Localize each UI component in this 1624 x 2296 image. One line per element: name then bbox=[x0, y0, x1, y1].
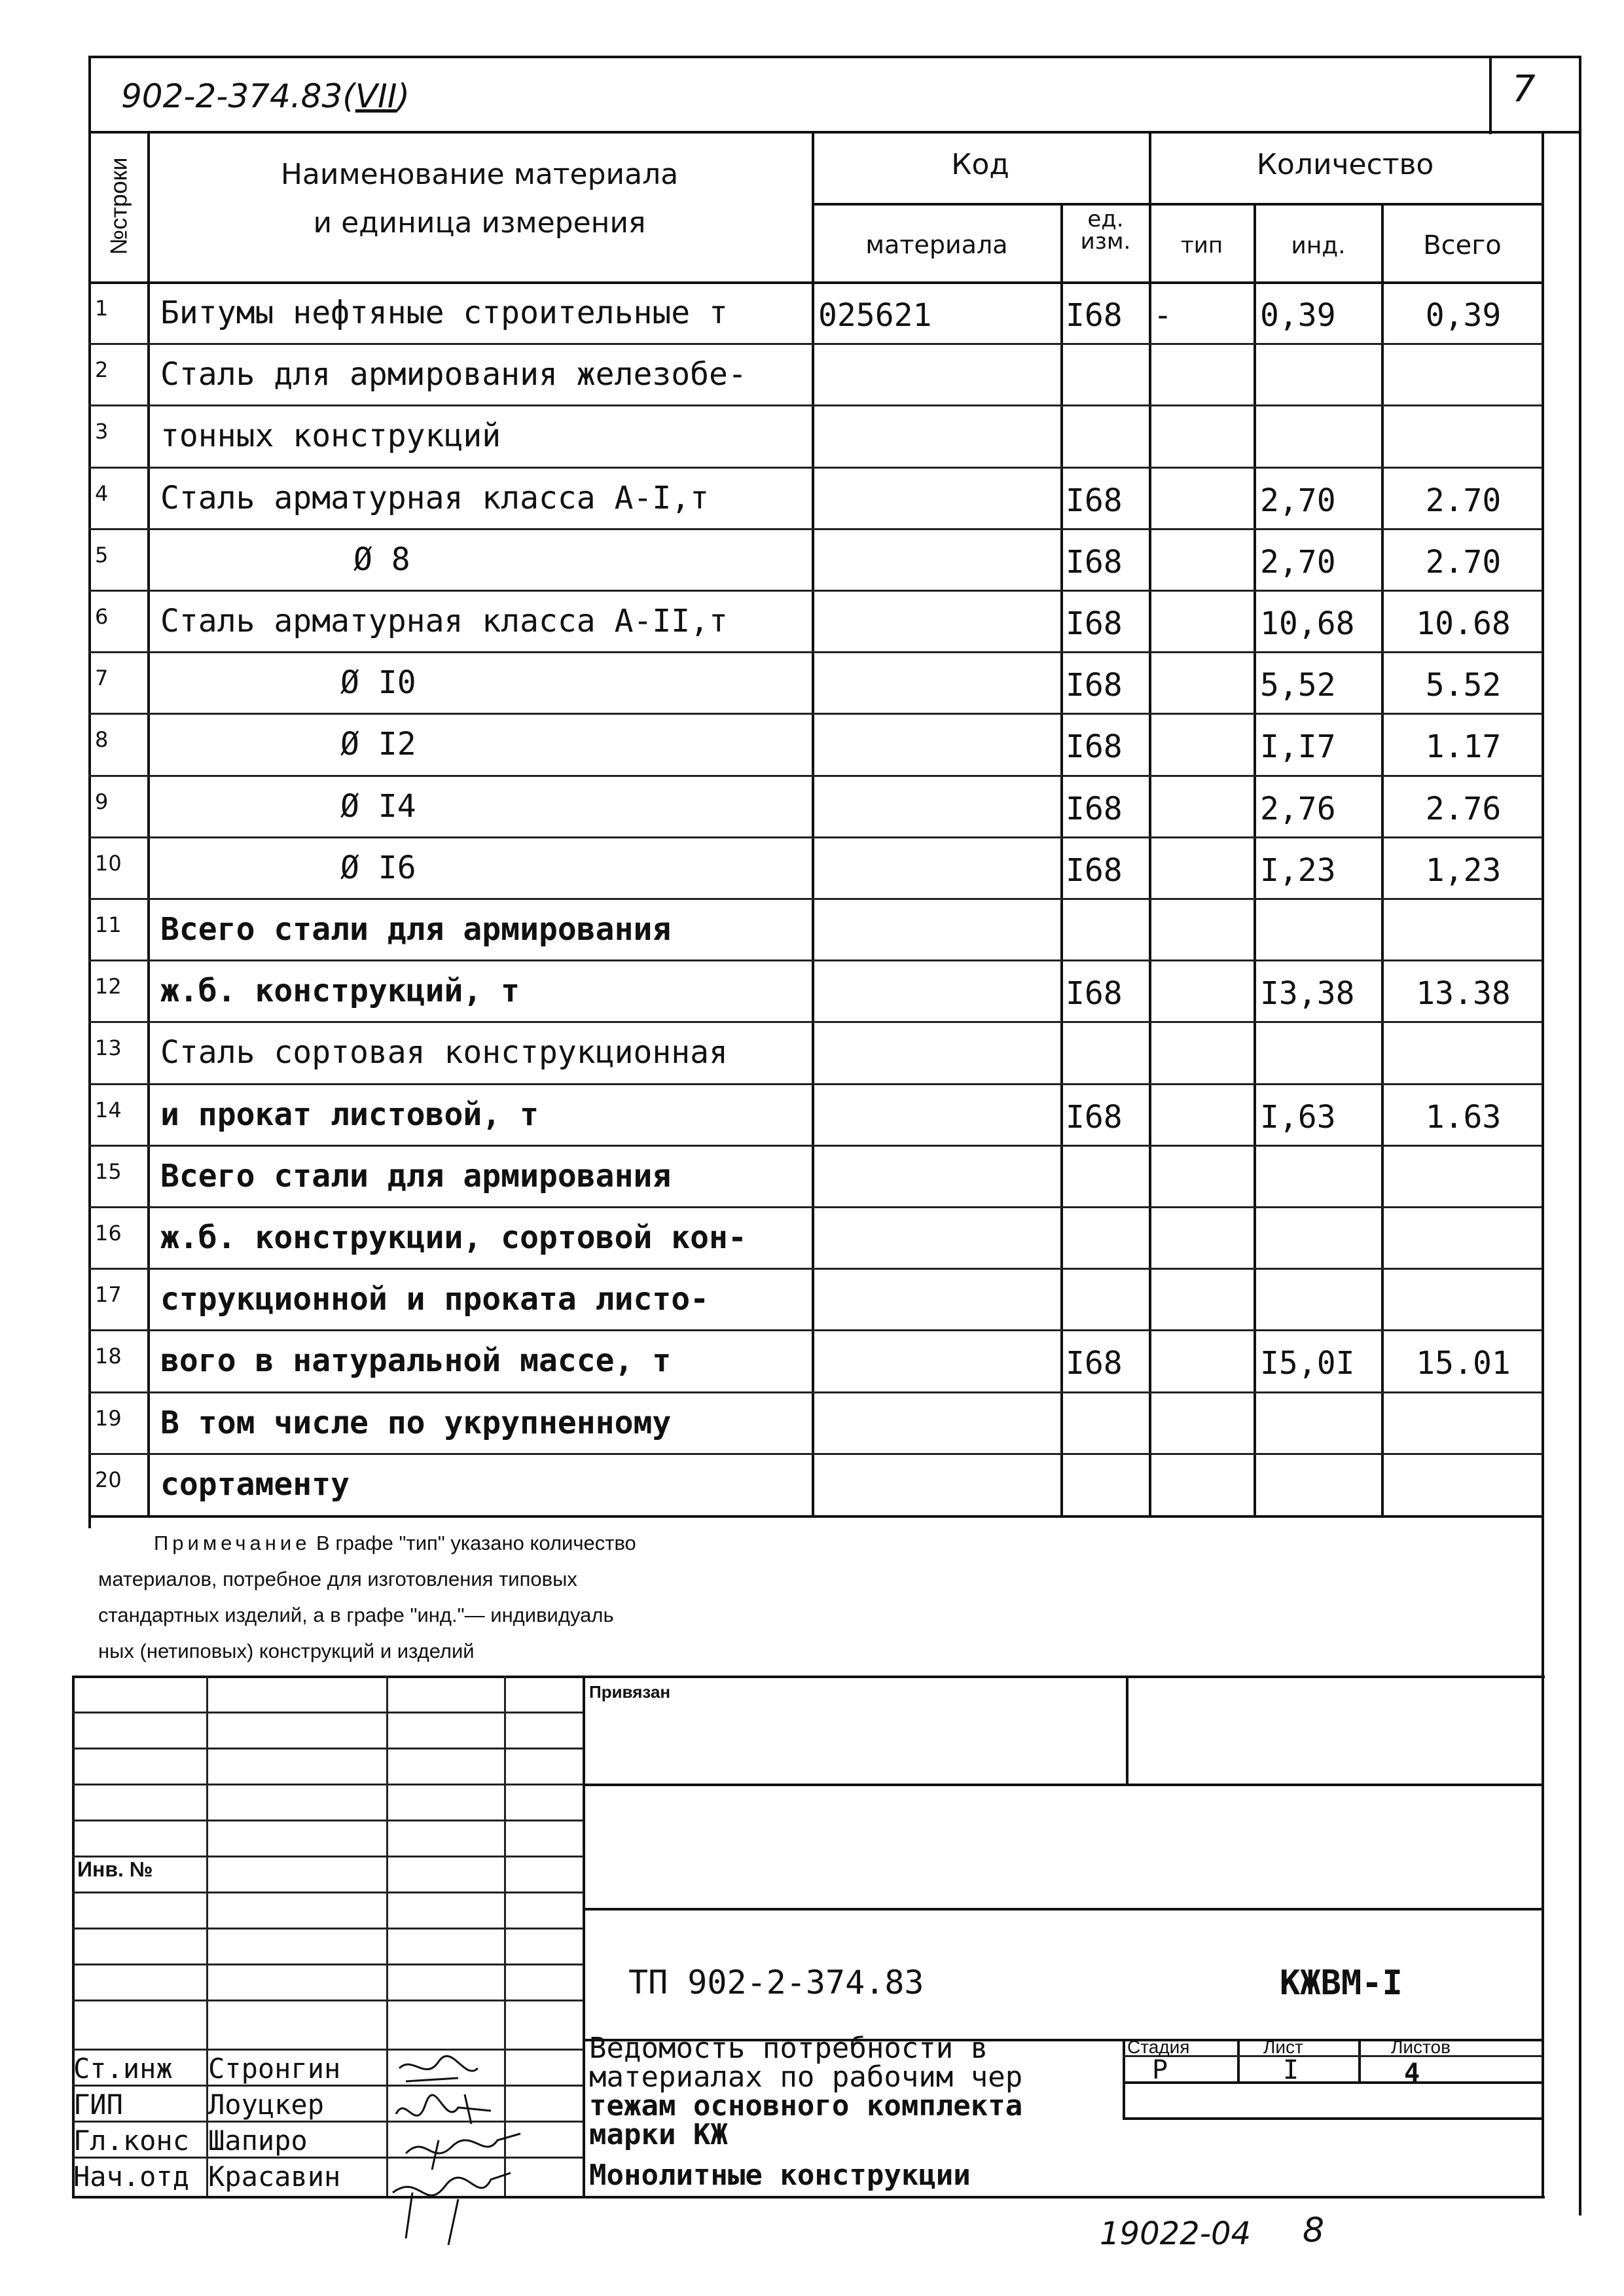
stamp-sheet: I bbox=[1283, 2055, 1299, 2085]
row-number: 10 bbox=[95, 850, 122, 876]
row-total: 2.76 bbox=[1425, 790, 1502, 827]
row-number: 1 bbox=[95, 296, 109, 321]
row-line bbox=[88, 1145, 1542, 1147]
row-ind: I,63 bbox=[1260, 1098, 1336, 1136]
stamp-privyazan: Привязан bbox=[589, 1682, 671, 1702]
note-lead: Примечание bbox=[154, 1532, 311, 1554]
stamp-top-line bbox=[72, 1676, 1545, 1678]
row-number: 7 bbox=[95, 666, 109, 691]
header-code: Код bbox=[951, 148, 1009, 181]
frame-right bbox=[1579, 56, 1581, 2215]
row-line bbox=[88, 528, 1542, 530]
col-line-rownum bbox=[147, 131, 150, 1515]
note-line4: ных (нетиповых) конструкций и изделий bbox=[98, 1640, 475, 1662]
stamp-title-line1: Ведомость потребности в bbox=[589, 2032, 988, 2065]
stamp-stage-left bbox=[1123, 2039, 1125, 2117]
row-line bbox=[88, 1329, 1542, 1331]
row-line bbox=[88, 1083, 1542, 1085]
row-unit: I68 bbox=[1066, 297, 1123, 334]
header-mid-line bbox=[812, 203, 1542, 206]
row-number: 6 bbox=[95, 604, 109, 629]
header-total: Всего bbox=[1423, 230, 1502, 260]
staff-name: Лоуцкер bbox=[208, 2089, 325, 2121]
table-bottom-line bbox=[88, 1515, 1542, 1518]
row-total: 1.17 bbox=[1425, 728, 1502, 766]
frame-top bbox=[88, 56, 1581, 58]
col-line-ind bbox=[1381, 203, 1384, 1515]
row-total: 15.01 bbox=[1416, 1345, 1511, 1382]
stamp-title-line2: материалах по рабочим чер bbox=[589, 2060, 1023, 2094]
row-number: 13 bbox=[95, 1035, 122, 1061]
stamp-sheet-label: Лист bbox=[1263, 2037, 1303, 2057]
row-total: 10.68 bbox=[1416, 605, 1511, 642]
header-row-label bbox=[92, 134, 145, 278]
row-unit: I68 bbox=[1066, 543, 1123, 581]
staff-role: Ст.инж bbox=[73, 2053, 173, 2085]
stamp-stage-right bbox=[1237, 2039, 1240, 2081]
row-material-name: Ø I0 bbox=[340, 664, 416, 702]
signature-3 bbox=[406, 2134, 520, 2170]
staff-role: Гл.конс bbox=[73, 2125, 190, 2157]
staff-role: ГИП bbox=[73, 2089, 123, 2121]
footer-number: 19022-04 bbox=[1100, 2215, 1252, 2252]
stamp-title-bottom bbox=[1123, 2117, 1542, 2120]
row-ind: 2,70 bbox=[1260, 543, 1336, 581]
row-line bbox=[88, 467, 1542, 469]
row-ind: 10,68 bbox=[1260, 605, 1355, 642]
header-name-line1: Наименование материала bbox=[280, 158, 679, 191]
row-number: 14 bbox=[95, 1097, 122, 1122]
row-material-name: струкционной и проката листо- bbox=[160, 1281, 710, 1318]
row-unit: I68 bbox=[1066, 975, 1123, 1013]
row-material-name: Сталь арматурная класса А-II,т bbox=[160, 603, 728, 639]
signature-4 bbox=[393, 2173, 511, 2245]
stamp-sheets: 4 bbox=[1404, 2058, 1420, 2089]
doc-code-text: 902-2-374.83 bbox=[121, 77, 343, 115]
row-total: 1.63 bbox=[1425, 1098, 1502, 1136]
stamp-mark: КЖВМ-I bbox=[1280, 1964, 1403, 2003]
row-material-name: Ø I2 bbox=[340, 726, 416, 763]
row-typ: - bbox=[1153, 297, 1172, 334]
signatures bbox=[386, 2042, 602, 2291]
staff-role: Нач.отд bbox=[73, 2161, 190, 2193]
row-unit: I68 bbox=[1066, 790, 1123, 827]
row-material-name: ж.б. конструкции, сортовой кон- bbox=[160, 1219, 747, 1256]
row-line bbox=[88, 404, 1542, 406]
row-line bbox=[88, 713, 1542, 715]
row-unit: I68 bbox=[1066, 1345, 1123, 1382]
stamp-right-frame bbox=[1542, 1515, 1544, 2196]
stamp-grid-h6 bbox=[72, 1892, 583, 1893]
row-number: 19 bbox=[95, 1405, 122, 1431]
staff-name: Красавин bbox=[208, 2161, 341, 2193]
row-line bbox=[88, 898, 1542, 900]
row-material-name: Сталь для армирования железобе- bbox=[160, 356, 747, 393]
staff-name: Шапиро bbox=[208, 2125, 308, 2157]
row-material-name: сортаменту bbox=[160, 1465, 350, 1503]
row-unit: I68 bbox=[1066, 1098, 1123, 1136]
row-line bbox=[88, 775, 1542, 777]
stamp-stage-bottom bbox=[1123, 2081, 1542, 2084]
stamp-title-line3: тежам основного комплекта bbox=[589, 2089, 1023, 2123]
row-number: 8 bbox=[95, 727, 109, 753]
row-number: 18 bbox=[95, 1344, 122, 1369]
row-number: 5 bbox=[95, 542, 109, 567]
row-total: 13.38 bbox=[1416, 975, 1511, 1013]
header-name-line2: и единица измерения bbox=[313, 206, 646, 240]
stamp-title bbox=[589, 2034, 1022, 2149]
signature-1 bbox=[399, 2056, 478, 2081]
document-code: 902-2-374.83(VII) bbox=[121, 77, 410, 115]
col-line-right bbox=[1542, 131, 1544, 1515]
row-total: 2.70 bbox=[1425, 543, 1502, 581]
row-number: 3 bbox=[95, 419, 109, 444]
row-material-name: В том числе по укрупненному bbox=[160, 1404, 672, 1441]
row-unit: I68 bbox=[1066, 728, 1123, 766]
row-line bbox=[88, 1206, 1542, 1208]
row-material-name: Ø I4 bbox=[340, 787, 416, 825]
row-number: 20 bbox=[95, 1467, 122, 1492]
row-material-name: Ø 8 bbox=[353, 541, 410, 578]
header-typ: тип bbox=[1180, 232, 1223, 259]
note-block bbox=[98, 1525, 1506, 1669]
stamp-grid-h9 bbox=[72, 2000, 583, 2001]
header-unit-line1: ед. bbox=[1087, 206, 1124, 232]
code-box-bottom bbox=[88, 131, 1581, 134]
stamp-stage-label: Стадия bbox=[1127, 2037, 1190, 2057]
stamp-title-line5: Монолитные конструкции bbox=[589, 2159, 971, 2192]
header-material: материала bbox=[865, 230, 1008, 259]
album-number: VII bbox=[355, 77, 397, 115]
col-line-material bbox=[1060, 203, 1063, 1515]
row-line bbox=[88, 1453, 1542, 1455]
row-code: 025621 bbox=[818, 297, 932, 334]
note-line1: В графе "тип" указано количество bbox=[310, 1532, 636, 1554]
header-quantity: Количество bbox=[1256, 148, 1434, 181]
header-unit-line2: изм. bbox=[1080, 228, 1131, 255]
stamp-project: ТП 902-2-374.83 bbox=[628, 1964, 924, 2001]
header-bottom-line bbox=[88, 281, 1542, 284]
row-line bbox=[88, 590, 1542, 592]
footer-page: 8 bbox=[1303, 2211, 1325, 2250]
row-number: 4 bbox=[95, 480, 109, 506]
stamp-grid-h3 bbox=[72, 1784, 583, 1785]
row-number: 9 bbox=[95, 789, 109, 814]
row-ind: I,23 bbox=[1260, 852, 1336, 889]
row-line bbox=[88, 343, 1542, 345]
row-line bbox=[88, 836, 1542, 838]
header-ind: инд. bbox=[1291, 232, 1346, 259]
note-line2: материалов, потребное для изготовления типовых bbox=[98, 1568, 577, 1590]
row-number: 2 bbox=[95, 357, 109, 383]
row-line bbox=[88, 1021, 1542, 1023]
row-material-name: Сталь сортовая конструкционная bbox=[160, 1034, 728, 1071]
row-total: 5.52 bbox=[1425, 667, 1502, 704]
row-total: 0,39 bbox=[1425, 297, 1502, 334]
signature-2 bbox=[396, 2094, 491, 2124]
stamp-bottom-line bbox=[72, 2196, 1545, 2198]
stamp-stage: Р bbox=[1152, 2055, 1168, 2085]
row-material-name: Сталь арматурная класса А-I,т bbox=[160, 479, 710, 516]
stamp-grid-h1 bbox=[72, 1712, 583, 1713]
row-number: 15 bbox=[95, 1158, 122, 1184]
row-total: 2.70 bbox=[1425, 482, 1502, 519]
header-name bbox=[151, 160, 808, 238]
row-line bbox=[88, 1391, 1542, 1393]
row-number: 16 bbox=[95, 1221, 122, 1246]
row-unit: I68 bbox=[1066, 852, 1123, 889]
row-label-text: №строки bbox=[105, 157, 132, 255]
stamp-right-h1 bbox=[583, 1784, 1542, 1786]
row-material-name: тонных конструкций bbox=[160, 418, 501, 455]
row-ind: 5,52 bbox=[1260, 667, 1336, 704]
stamp-sheets-label: Листов bbox=[1391, 2037, 1451, 2057]
corner-box-left bbox=[1489, 56, 1492, 134]
stamp-grid-h2 bbox=[72, 1748, 583, 1749]
stamp-grid-h7 bbox=[72, 1928, 583, 1929]
row-material-name: ж.б. конструкций, т bbox=[160, 973, 520, 1010]
corner-sheet-number: 7 bbox=[1512, 68, 1536, 111]
stamp-privyazan-divider bbox=[1126, 1676, 1128, 1784]
row-total: 1,23 bbox=[1425, 852, 1502, 889]
row-ind: I5,0I bbox=[1260, 1345, 1355, 1382]
row-unit: I68 bbox=[1066, 605, 1123, 642]
header-unit bbox=[1064, 208, 1147, 253]
row-ind: 2,70 bbox=[1260, 482, 1336, 519]
row-number: 11 bbox=[95, 912, 122, 937]
row-number: 17 bbox=[95, 1282, 122, 1308]
stamp-title-line4: марки КЖ bbox=[589, 2118, 728, 2151]
stamp-inv-no: Инв. № bbox=[77, 1857, 153, 1881]
row-material-name: Всего стали для армирования bbox=[160, 1157, 672, 1194]
row-ind: I3,38 bbox=[1260, 975, 1355, 1013]
frame-left bbox=[88, 56, 91, 1528]
stamp-sheet-right bbox=[1358, 2039, 1361, 2081]
col-line-typ bbox=[1254, 203, 1256, 1515]
row-line bbox=[88, 1268, 1542, 1270]
stamp-right-h2 bbox=[583, 1908, 1542, 1910]
row-unit: I68 bbox=[1066, 667, 1123, 704]
row-material-name: вого в натуральной массе, т bbox=[160, 1342, 672, 1380]
note-line3: стандартных изделий, а в графе "инд."— индивидуаль bbox=[98, 1604, 614, 1626]
row-ind: 2,76 bbox=[1260, 790, 1336, 827]
row-material-name: и прокат листовой, т bbox=[160, 1096, 539, 1133]
row-line bbox=[88, 651, 1542, 653]
row-ind: I,I7 bbox=[1260, 728, 1336, 766]
row-line bbox=[88, 960, 1542, 961]
stamp-grid-h8 bbox=[72, 1964, 583, 1965]
row-material-name: Битумы нефтяные строительные т bbox=[160, 295, 728, 331]
stamp-grid-h4 bbox=[72, 1820, 583, 1821]
row-material-name: Всего стали для армирования bbox=[160, 911, 672, 948]
row-unit: I68 bbox=[1066, 482, 1123, 519]
row-material-name: Ø I6 bbox=[340, 849, 416, 886]
staff-name: Стронгин bbox=[208, 2053, 341, 2085]
col-line-unit bbox=[1149, 131, 1151, 1515]
row-ind: 0,39 bbox=[1260, 297, 1336, 334]
col-line-name bbox=[812, 131, 814, 1515]
row-number: 12 bbox=[95, 974, 122, 999]
